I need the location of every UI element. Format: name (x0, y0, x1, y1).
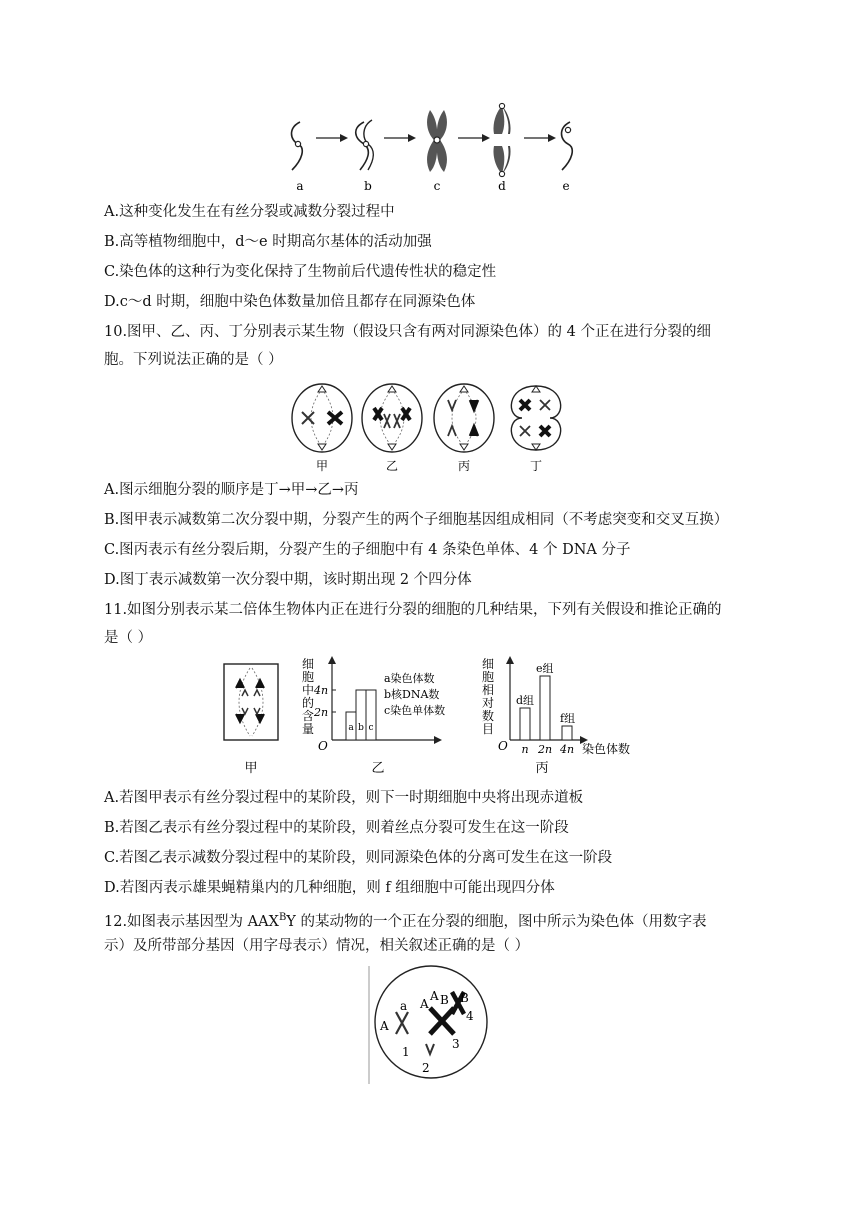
fig-yi-label: 乙 (371, 761, 385, 776)
q10-stem-line1: 10.图甲、乙、丙、丁分别表示某生物（假设只含有两对同源染色体）的 4 个正在进行分裂的细 (104, 324, 711, 340)
yi-ylabel-char-3: 中 (302, 683, 315, 697)
bing-xtick-2n: 2n (537, 743, 553, 756)
chrom-label-2: 2 (422, 1061, 430, 1075)
gene-label-A1: A (380, 1019, 389, 1033)
chromosome-cycle-figure (280, 100, 580, 195)
bing-group-e: e组 (536, 662, 554, 675)
q12-cell-figure (364, 964, 494, 1088)
cell-label-jia: 甲 (315, 459, 329, 473)
stage-label-e: e (562, 179, 570, 193)
chrom-label-1: 1 (402, 1045, 410, 1059)
q12-stem-line1 (104, 908, 706, 932)
q9-option-d: D.c～d 时期，细胞中染色体数量加倍且都存在同源染色体 (104, 294, 476, 310)
q10-option-a: A.图示细胞分裂的顺序是丁→甲→乙→丙 (104, 482, 359, 498)
gene-label-B2: B (460, 991, 469, 1005)
q10-stem-line2: 胞。下列说法正确的是（ ） (104, 352, 283, 368)
fig-bing-label: 丙 (535, 761, 549, 776)
stage-label-a: a (296, 179, 304, 193)
gene-label-A3: A (430, 989, 439, 1003)
chrom-label-3: 3 (452, 1037, 460, 1051)
chrom-label-4: 4 (466, 1009, 474, 1023)
q11-option-a: A.若图甲表示有丝分裂过程中的某阶段，则下一时期细胞中央将出现赤道板 (104, 790, 584, 806)
yi-origin: O (318, 739, 328, 753)
bing-ylabel-char-3: 相 (482, 683, 495, 697)
fig-jia-label: 甲 (244, 761, 258, 776)
gene-label-B1: B (440, 993, 449, 1007)
q12-stem-sup: B (278, 912, 287, 923)
bing-xlabel: 染色体数 (582, 742, 631, 756)
yi-tick-4n: 4n (314, 684, 329, 697)
bing-ylabel-char-1: 细 (482, 657, 495, 671)
q10-option-b: B.图甲表示减数第二次分裂中期，分裂产生的两个子细胞基因组成相同（不考虑突变和交叉互换） (104, 512, 729, 528)
cell-label-yi: 乙 (385, 459, 399, 473)
bing-group-f: f组 (560, 712, 576, 725)
cell-label-bing: 丙 (457, 459, 471, 473)
q11-stem-line1: 11.如图分别表示某二倍体生物体内正在进行分裂的细胞的几种结果，下列有关假设和推论正确的 (104, 602, 722, 618)
q11-option-b: B.若图乙表示有丝分裂过程中的某阶段，则着丝点分裂可发生在这一阶段 (104, 820, 569, 836)
q10-option-c: C.图丙表示有丝分裂后期，分裂产生的子细胞中有 4 条染色单体、4 个 DNA 分子 (104, 542, 631, 558)
q11-option-c: C.若图乙表示减数分裂过程中的某阶段，则同源染色体的分离可发生在这一阶段 (104, 850, 613, 866)
q11-figure (210, 654, 660, 780)
stage-label-c: c (433, 179, 441, 193)
bing-ylabel-char-6: 目 (482, 722, 495, 736)
stage-label-d: d (498, 179, 506, 193)
bing-ylabel-char-4: 对 (482, 696, 495, 710)
yi-legend-b: b核DNA数 (384, 688, 440, 701)
q9-option-c: C.染色体的这种行为变化保持了生物前后代遗传性状的稳定性 (104, 264, 497, 280)
gene-label-a: a (400, 999, 408, 1013)
q11-stem-line2: 是（ ） (104, 630, 153, 646)
q10-option-d: D.图丁表示减数第一次分裂中期，该时期出现 2 个四分体 (104, 572, 472, 588)
gene-label-A2: A (420, 997, 429, 1011)
bing-ylabel-char-2: 胞 (482, 670, 495, 684)
bing-group-d: d组 (516, 694, 535, 707)
q11-option-d: D.若图丙表示雄果蝇精巢内的几种细胞，则 f 组细胞中可能出现四分体 (104, 880, 555, 896)
bing-xtick-n: n (521, 743, 529, 756)
yi-ylabel-char-1: 细 (302, 657, 315, 671)
yi-ylabel-char-2: 胞 (302, 670, 315, 684)
q12-stem-prefix: 12.如图表示基因型为 AAX (104, 913, 279, 930)
q9-option-a: A.这种变化发生在有丝分裂或减数分裂过程中 (104, 204, 395, 220)
bing-xtick-4n: 4n (559, 743, 575, 756)
bing-origin: O (498, 739, 508, 753)
yi-bar-label-a: a (348, 723, 354, 733)
four-cells-figure (284, 378, 574, 478)
yi-legend-a: a染色体数 (384, 672, 435, 685)
q12-stem-line2: 示）及所带部分基因（用字母表示）情况，相关叙述正确的是（ ） (104, 938, 530, 954)
cell-label-ding: 丁 (529, 459, 543, 473)
yi-bar-label-c: c (368, 723, 374, 733)
yi-ylabel-char-4: 的 (302, 696, 315, 710)
yi-tick-2n: 2n (314, 706, 329, 719)
yi-legend-c: c染色单体数 (384, 704, 446, 717)
yi-ylabel-char-6: 量 (302, 722, 315, 736)
q9-option-b: B.高等植物细胞中，d～e 时期高尔基体的活动加强 (104, 234, 432, 250)
yi-ylabel-char-5: 含 (302, 709, 315, 723)
bing-ylabel-char-5: 数 (482, 709, 495, 723)
q12-stem-suffix: Y 的某动物的一个正在分裂的细胞，图中所示为染色体（用数字表 (286, 913, 707, 930)
yi-bar-label-b: b (358, 723, 364, 733)
stage-label-b: b (364, 179, 372, 193)
